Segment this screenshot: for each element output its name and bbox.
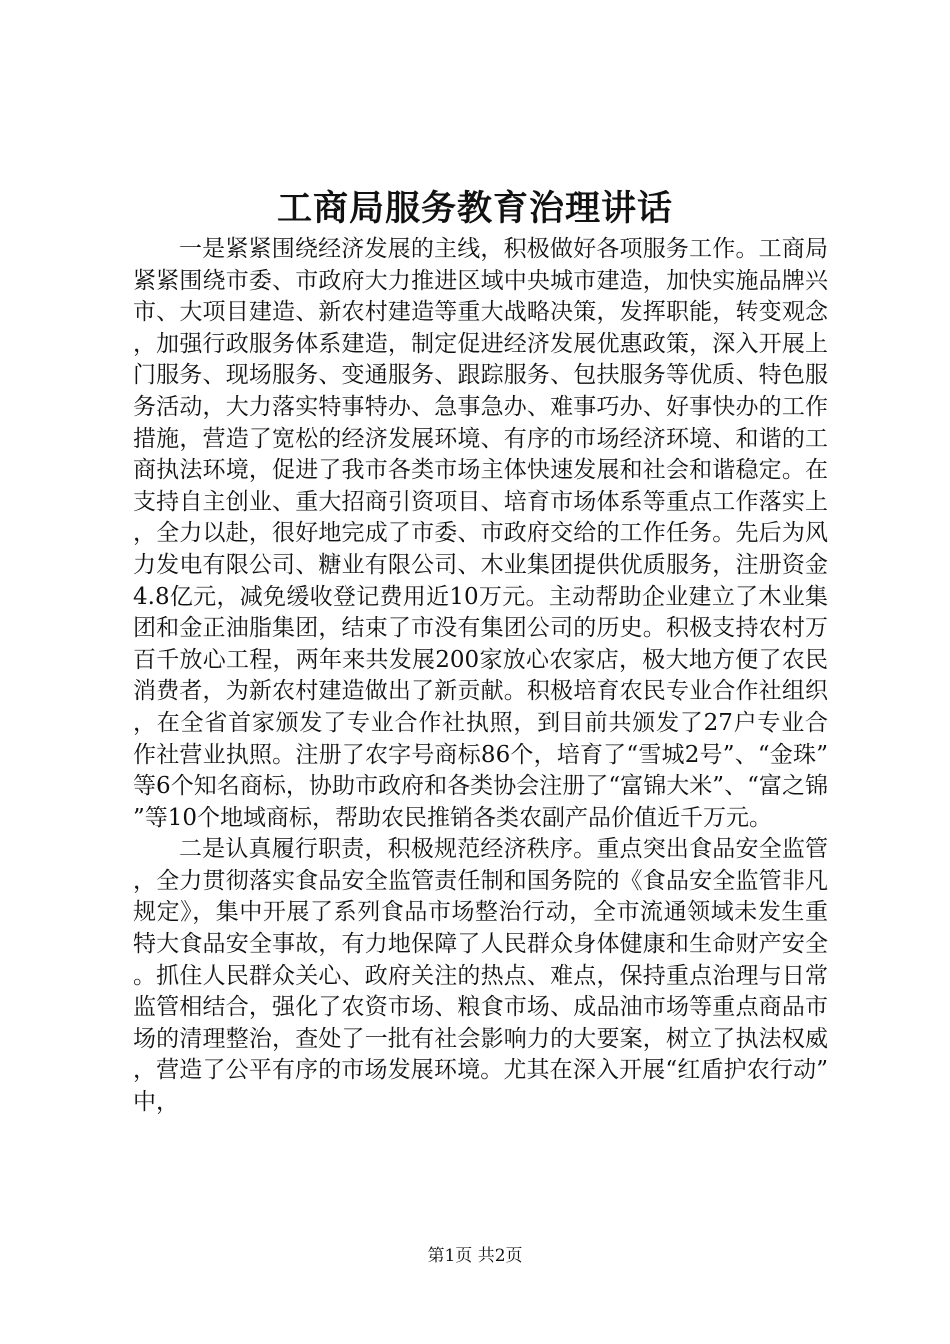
document-body: [133, 234, 828, 1119]
page-number-footer: 第1页 共2页: [427, 1246, 523, 1266]
document-title: 工商局服务教育治理讲话: [276, 188, 673, 229]
paragraph-1: 一是紧紧围绕经济发展的主线，积极做好各项服务工作。工商局紧紧围绕市委、市政府大力推进区域中央城市建造，加快实施品牌兴市、大项目建造、新农村建造等重大战略决策，发挥职能，转变观念，加强行政服务体系建造，制定促进经济发展优惠政策，深入开展上门服务、现场服务、变通服务、跟踪服务、包扶服务等优质、特色服务活动，大力落实特事特办、急事急办、难事巧办、好事快办的工作措施，营造了宽松的经济发展环境、有序的市场经济环境、和谐的工商执法环境，促进了我市各类市场主体快速发展和社会和谐稳定。在支持自主创业、重大招商引资项目、培育市场体系等重点工作落实上，全力以赴，很好地完成了市委、市政府交给的工作任务。先后为风力发电有限公司、糖业有限公司、木业集团提供优质服务，注册资金4.8亿元，减免缓收登记费用近10万元。主动帮助企业建立了木业集团和金正油脂集团，结束了市没有集团公司的历史。积极支持农村万百千放心工程，两年来共发展200家放心农家店，极大地方便了农民消费者，为新农村建造做出了新贡献。积极培育农民专业合作社组织，在全省首家颁发了专业合作社执照，到目前共颁发了27户专业合作社营业执照。注册了农字号商标86个，培育了“雪城2号”、“金珠”等6个知名商标，协助市政府和各类协会注册了“富锦大米”、“富之锦”等10个地域商标，帮助农民推销各类农副产品价值近千万元。: [133, 236, 828, 831]
paragraph-2: 二是认真履行职责，积极规范经济秩序。重点突出食品安全监管，全力贯彻落实食品安全监管责任制和国务院的《食品安全监管非凡规定》，集中开展了系列食品市场整治行动，全市流通领域未发生重特大食品安全事故，有力地保障了人民群众身体健康和生命财产安全。抓住人民群众关心、政府关注的热点、难点，保持重点治理与日常监管相结合，强化了农资市场、粮食市场、成品油市场等重点商品市场的清理整治，查处了一批有社会影响力的大要案，树立了执法权威，营造了公平有序的市场发展环境。尤其在深入开展“红盾护农行动”中，: [133, 836, 828, 1116]
